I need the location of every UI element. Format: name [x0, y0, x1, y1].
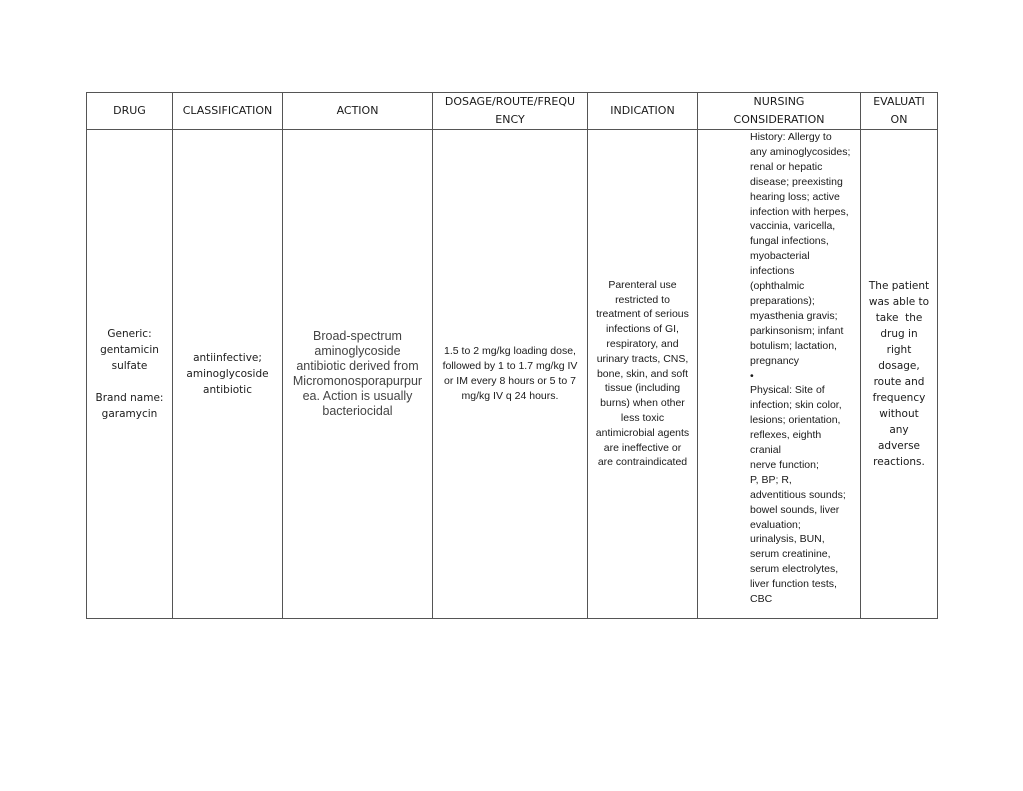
header-dosage: DOSAGE/ROUTE/FREQU ENCY: [433, 93, 588, 130]
cell-indication: Parenteral use restricted to treatment of serious infections of GI, respiratory, and urinary tracts, CNS, bone, skin, and soft tissue (including burns) when other less toxic antimicrobial agents are ineffective or are contraindicated: [588, 130, 698, 619]
header-action: ACTION: [283, 93, 433, 130]
brand-name: garamycin: [101, 408, 158, 420]
header-indication: INDICATION: [588, 93, 698, 130]
bullet: •: [750, 369, 754, 382]
generic-name: gentamicin: [100, 344, 159, 356]
header-evaluation: EVALUATI ON: [861, 93, 938, 130]
cell-drug: [87, 130, 173, 619]
brand-label: Brand name:: [95, 392, 164, 404]
header-nursing-consideration: NURSING CONSIDERATION: [698, 93, 861, 130]
header-drug: DRUG: [87, 93, 173, 130]
cell-classification: antiinfective; aminoglycoside antibiotic: [173, 130, 283, 619]
cell-action: Broad-spectrum aminoglycoside antibiotic derived from Micromonosporapurpur ea. Action is usually bacteriocidal: [283, 130, 433, 619]
generic-name: sulfate: [111, 360, 148, 372]
header-row: [87, 93, 938, 130]
cell-evaluation: The patient was able to take the drug in right dosage, route and frequency without any adverse reactions.: [861, 130, 938, 619]
cell-dosage: 1.5 to 2 mg/kg loading dose, followed by 1 to 1.7 mg/kg IV or IM every 8 hours or 5 to 7 mg/kg IV q 24 hours.: [433, 130, 588, 619]
table-row: [87, 130, 938, 619]
cell-nursing-consideration: History: Allergy to any aminoglycosides; renal or hepatic disease; preexisting hearing loss; active infection with herpes, vaccinia, varicella, fungal infections, myobacterial infections (ophthalmic preparations); myasthenia gravis; parkinsonism; infant botulism; lactation, pregnancy • Physical: Site of infection; skin color, lesions; orientation, reflexes, eighth cranial nerve function; P, BP; R, adventitious sounds; bowel sounds, liver evaluation; urinalysis, BUN, serum creatinine, serum electrolytes, liver function tests, CBC: [698, 130, 861, 619]
generic-label: Generic:: [107, 328, 152, 340]
header-classification: CLASSIFICATION: [173, 93, 283, 130]
drug-study-table: [86, 92, 938, 619]
